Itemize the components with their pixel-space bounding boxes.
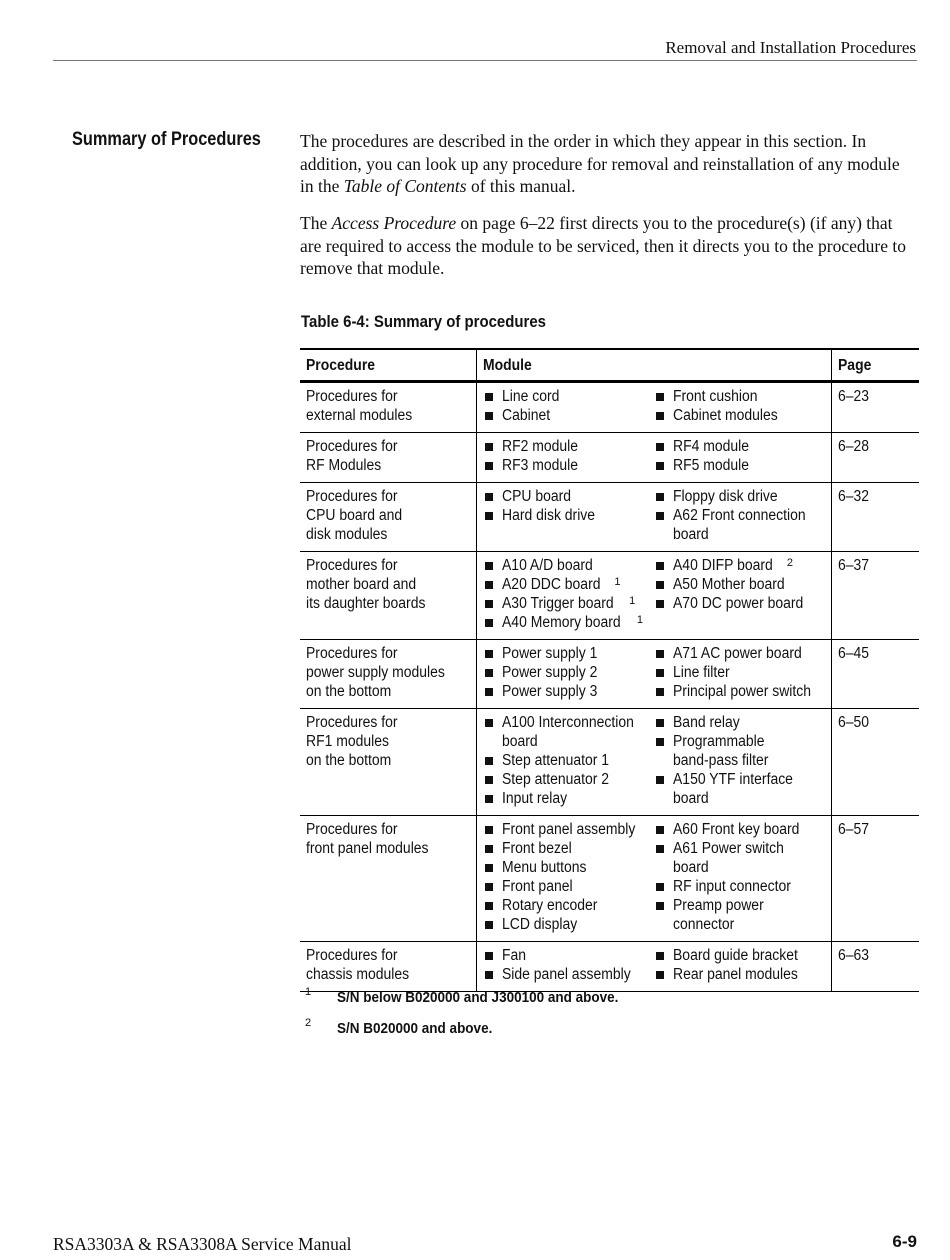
procedures-table: [300, 348, 919, 992]
module-item-continuation: connector: [673, 916, 735, 933]
table-row: [300, 816, 919, 942]
procedure-line: disk modules: [306, 526, 388, 543]
header-rule: [53, 60, 917, 61]
intro-text-start: The procedures are described in the order in which they appear in this section. In addition, you can look up any procedure for removal and reinstallation of any module in the: [300, 131, 900, 196]
page-cell: [832, 816, 920, 942]
footnote-ref: 2: [786, 557, 793, 569]
procedure-line: Procedures for: [306, 388, 398, 405]
module-item-text: Board guide bracket: [673, 947, 798, 964]
module-item-text: Preamp power: [673, 897, 764, 914]
page-ref: 6–28: [838, 438, 870, 455]
page-ref: 6–50: [838, 714, 870, 731]
module-cell: [477, 709, 832, 816]
module-item: [656, 556, 827, 575]
module-item: [485, 644, 656, 663]
module-item-text: Step attenuator 1: [502, 752, 610, 769]
module-list-left: [485, 713, 656, 808]
module-item-text: LCD display: [502, 916, 578, 933]
procedure-line: Procedures for: [306, 821, 398, 838]
module-item-text: A50 Mother board: [673, 576, 785, 593]
module-item: [485, 946, 656, 965]
module-cell: [477, 640, 832, 709]
module-cell: [477, 942, 832, 992]
module-item-text: Input relay: [502, 790, 568, 807]
module-item: [485, 594, 656, 613]
module-item-text: Front cushion: [673, 388, 758, 405]
module-item-text: Line cord: [502, 388, 560, 405]
procedure-line: RF1 modules: [306, 733, 389, 750]
procedure-line: on the bottom: [306, 683, 392, 700]
page-cell: [832, 640, 920, 709]
module-item-text: Cabinet: [502, 407, 551, 424]
module-item-text: A20 DDC board: [502, 576, 601, 593]
footer-manual-title: RSA3303A & RSA3308A Service Manual: [53, 1234, 352, 1254]
module-item-text: Step attenuator 2: [502, 771, 610, 788]
module-item: [656, 594, 827, 613]
module-item-continuation: board: [673, 859, 709, 876]
module-cell: [477, 382, 832, 433]
page-cell: [832, 552, 920, 640]
module-item-text: RF2 module: [502, 438, 578, 455]
table-row: [300, 709, 919, 816]
procedure-line: Procedures for: [306, 488, 398, 505]
procedure-line: Procedures for: [306, 947, 398, 964]
module-item: [656, 506, 827, 544]
module-item: [485, 506, 656, 525]
module-list-right: [656, 487, 827, 544]
procedure-cell: [300, 382, 477, 433]
module-item-text: Hard disk drive: [502, 507, 596, 524]
module-item: [656, 965, 827, 984]
table-row: [300, 640, 919, 709]
intro-paragraph: [300, 130, 916, 198]
module-item: [656, 713, 827, 732]
table-row: [300, 552, 919, 640]
page-ref: 6–63: [838, 947, 870, 964]
module-item-continuation: band-pass filter: [673, 752, 769, 769]
module-item: [485, 858, 656, 877]
module-item-text: Power supply 3: [502, 683, 598, 700]
module-list-right: [656, 713, 827, 808]
procedure-cell: [300, 552, 477, 640]
module-item-text: A40 DIFP board: [673, 557, 773, 574]
header-procedure: Procedure: [300, 349, 477, 382]
footnote-text: S/N below B020000 and J300100 and above.: [337, 989, 619, 1006]
module-cell: [477, 433, 832, 483]
module-item: [485, 682, 656, 701]
module-item: [656, 946, 827, 965]
procedure-cell: [300, 433, 477, 483]
module-item-text: Menu buttons: [502, 859, 587, 876]
module-item: [485, 770, 656, 789]
module-item: [656, 487, 827, 506]
module-item: [485, 406, 656, 425]
page-cell: [832, 709, 920, 816]
module-item: [485, 820, 656, 839]
module-list-left: [485, 946, 656, 984]
module-item: [656, 456, 827, 475]
access-text-start: The: [300, 213, 332, 233]
page-cell: [832, 433, 920, 483]
module-item-text: CPU board: [502, 488, 572, 505]
module-item-continuation: board: [673, 790, 709, 807]
module-item-text: A60 Front key board: [673, 821, 800, 838]
module-item: [656, 877, 827, 896]
module-item: [485, 487, 656, 506]
module-item: [656, 770, 827, 808]
table-row: [300, 433, 919, 483]
procedure-cell: [300, 640, 477, 709]
table-body: [300, 382, 919, 992]
module-item-text: Programmable: [673, 733, 765, 750]
module-item: [485, 713, 656, 751]
module-item: [485, 613, 656, 632]
intro-text-end: of this manual.: [466, 176, 576, 196]
procedure-line: Procedures for: [306, 438, 398, 455]
module-item: [656, 682, 827, 701]
module-item-text: A70 DC power board: [673, 595, 804, 612]
module-item-text: A10 A/D board: [502, 557, 593, 574]
table-caption: Table 6-4: Summary of procedures: [301, 312, 546, 331]
module-item-text: Front bezel: [502, 840, 572, 857]
module-item: [485, 437, 656, 456]
footnote-number: 2: [305, 1017, 312, 1029]
module-item-continuation: board: [673, 526, 709, 543]
procedure-line: chassis modules: [306, 966, 410, 983]
procedure-line: Procedures for: [306, 557, 398, 574]
module-item: [485, 789, 656, 808]
module-item-text: Power supply 1: [502, 645, 598, 662]
module-item: [656, 732, 827, 770]
page-ref: 6–37: [838, 557, 870, 574]
procedure-line: RF Modules: [306, 457, 382, 474]
module-item: [656, 839, 827, 877]
module-item-text: Principal power switch: [673, 683, 812, 700]
page-number: 6-9: [892, 1232, 917, 1251]
module-item: [485, 896, 656, 915]
module-list-left: [485, 487, 656, 544]
module-item-text: Front panel assembly: [502, 821, 636, 838]
module-item: [656, 387, 827, 406]
module-item: [485, 387, 656, 406]
header-module: Module: [477, 349, 832, 382]
footnote-text: S/N B020000 and above.: [337, 1020, 493, 1037]
access-paragraph: [300, 212, 916, 280]
module-list-left: [485, 387, 656, 425]
module-item: [485, 663, 656, 682]
page-cell: [832, 942, 920, 992]
module-item-text: RF input connector: [673, 878, 791, 895]
intro-italic-ref: Table of Contents: [343, 176, 467, 196]
module-item-text: RF3 module: [502, 457, 578, 474]
footnote-number: 1: [305, 986, 312, 998]
module-cell: [477, 552, 832, 640]
module-item: [485, 915, 656, 934]
page-ref: 6–32: [838, 488, 870, 505]
section-heading: Summary of Procedures: [72, 129, 261, 150]
procedure-line: Procedures for: [306, 714, 398, 731]
footnote-ref: 1: [636, 614, 643, 626]
module-list-right: [656, 387, 827, 425]
module-item-text: A61 Power switch: [673, 840, 784, 857]
module-item: [485, 456, 656, 475]
page-cell: [832, 483, 920, 552]
procedure-line: on the bottom: [306, 752, 392, 769]
module-item: [656, 575, 827, 594]
module-item-text: RF4 module: [673, 438, 749, 455]
table-row: [300, 382, 919, 433]
page-cell: [832, 382, 920, 433]
module-list-right: [656, 437, 827, 475]
module-item-text: Band relay: [673, 714, 740, 731]
module-cell: [477, 483, 832, 552]
footnote-ref: 1: [614, 576, 621, 588]
access-text-end: on page 6–22 first directs you to the procedure(s) (if any) that are required to access the module to be serviced, then it directs you to the procedure to remove that module.: [300, 213, 906, 278]
module-item: [656, 644, 827, 663]
module-item-text: A62 Front connection: [673, 507, 806, 524]
page-ref: 6–23: [838, 388, 870, 405]
module-item-text: RF5 module: [673, 457, 749, 474]
page-ref: 6–45: [838, 645, 870, 662]
procedure-line: mother board and: [306, 576, 417, 593]
procedure-cell: [300, 942, 477, 992]
procedure-cell: [300, 483, 477, 552]
table-row: [300, 942, 919, 992]
page-ref: 6–57: [838, 821, 870, 838]
module-item-text: Floppy disk drive: [673, 488, 778, 505]
module-item-text: Side panel assembly: [502, 966, 631, 983]
procedure-cell: [300, 709, 477, 816]
procedure-line: front panel modules: [306, 840, 429, 857]
module-item-text: Power supply 2: [502, 664, 598, 681]
table-header-row: [300, 349, 919, 382]
module-item: [656, 896, 827, 934]
module-item: [485, 839, 656, 858]
module-item: [656, 406, 827, 425]
module-list-left: [485, 437, 656, 475]
procedure-line: CPU board and: [306, 507, 403, 524]
module-item: [656, 820, 827, 839]
module-list-left: [485, 556, 656, 632]
procedure-cell: [300, 816, 477, 942]
module-item-text: Rear panel modules: [673, 966, 798, 983]
module-item-text: A150 YTF interface: [673, 771, 793, 788]
module-item-text: Rotary encoder: [502, 897, 598, 914]
module-list-left: [485, 644, 656, 701]
module-item: [485, 965, 656, 984]
procedure-line: power supply modules: [306, 664, 445, 681]
module-list-right: [656, 946, 827, 984]
header-page: Page: [832, 349, 920, 382]
module-item-text: A40 Memory board: [502, 614, 621, 631]
module-item-text: A71 AC power board: [673, 645, 802, 662]
table-row: [300, 483, 919, 552]
procedure-line: external modules: [306, 407, 413, 424]
module-item-text: A30 Trigger board: [502, 595, 614, 612]
module-list-right: [656, 644, 827, 701]
module-item-text: Front panel: [502, 878, 573, 895]
module-list-right: [656, 556, 827, 632]
module-item-text: A100 Interconnection: [502, 714, 634, 731]
module-item-text: Fan: [502, 947, 527, 964]
module-item: [485, 751, 656, 770]
running-header: Removal and Installation Procedures: [665, 38, 916, 57]
module-item-text: Line filter: [673, 664, 730, 681]
module-list-left: [485, 820, 656, 934]
module-list-right: [656, 820, 827, 934]
procedure-line: Procedures for: [306, 645, 398, 662]
footnote-ref: 1: [629, 595, 636, 607]
module-item: [485, 556, 656, 575]
module-item-continuation: board: [502, 733, 538, 750]
module-item: [656, 437, 827, 456]
module-cell: [477, 816, 832, 942]
module-item: [485, 877, 656, 896]
module-item: [656, 663, 827, 682]
procedure-line: its daughter boards: [306, 595, 426, 612]
module-item: [485, 575, 656, 594]
module-item-text: Cabinet modules: [673, 407, 778, 424]
access-italic-ref: Access Procedure: [331, 213, 457, 233]
